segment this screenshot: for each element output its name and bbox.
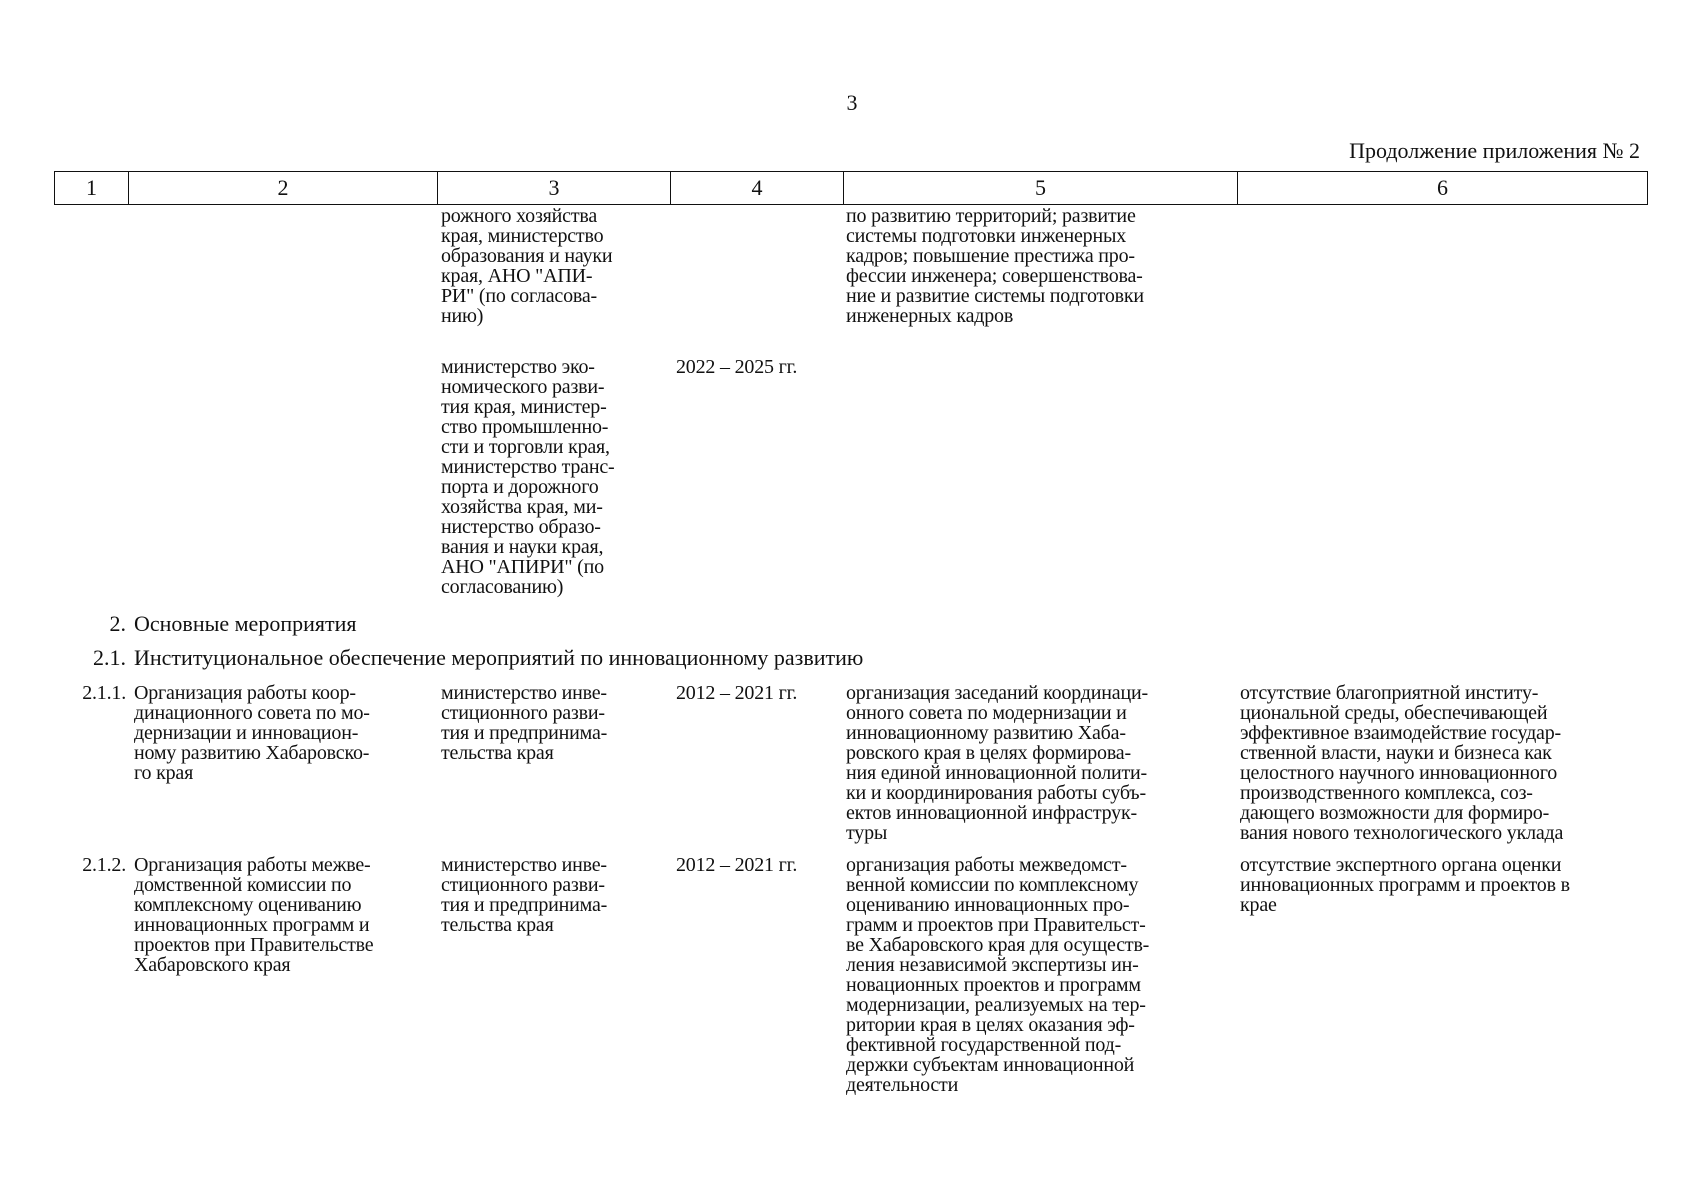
carry-over-result-a: по развитию территорий; развитие системы подготовки инженерных кадров; повышение престижа про- фессии инженера; совершенствова- ние и развитие системы подготовки инженерных кадров [846, 205, 1144, 327]
section-title-2: Основные мероприятия [134, 611, 357, 636]
row-result: организация работы межведомст- венной комиссии по комплексному оцениванию инновационных про- грамм и проектов при Правительст- ве Хабаровского края для осуществ- ления независимой экспертизы ин- новационных проектов и программ модернизации, реализуемых на тер- ритории края в целях оказания эф- фективной государственной под- держки субъектам инновационной деятельности [846, 854, 1150, 1096]
section-number-2: 2. [109, 611, 126, 636]
appendix-continuation: Продолжение приложения № 2 [1349, 138, 1640, 163]
header-col-6: 6 [1437, 175, 1448, 200]
header-col-2: 2 [129, 172, 438, 204]
header-col-5: 5 [844, 172, 1238, 204]
carry-over-period-b: 2022 – 2025 гг. [676, 356, 798, 378]
row-executor: министерство инве- стиционного разви- тия и предпринима- тельства края [441, 682, 608, 764]
row-executor: министерство инве- стиционного разви- тия и предпринима- тельства края [441, 854, 608, 936]
carry-over-executor-a: рожного хозяйства края, министерство образования и науки края, АНО "АПИ- РИ" (по согласова- нию) [441, 205, 613, 327]
row-period: 2012 – 2021 гг. [676, 854, 798, 876]
row-name: Организация работы межве- домственной комиссии по комплексному оцениванию инновационных программ и проектов при Правительстве Хабаровского края [134, 854, 374, 976]
page-number: 3 [846, 90, 858, 115]
header-col-3: 3 [438, 172, 671, 204]
row-period: 2012 – 2021 гг. [676, 682, 798, 704]
carry-over-executor-b: министерство эко- номического разви- тия края, министер- ство промышленно- сти и торговли края, министерство транс- порта и дорожного хозяйства края, ми- нистерство образо- вания и науки края, АНО "АПИРИ" (по согласованию) [441, 356, 615, 598]
row-consequence: отсутствие экспертного органа оценки инновационных программ и проектов в крае [1240, 854, 1570, 916]
row-number: 2.1.1. [82, 682, 126, 704]
row-consequence: отсутствие благоприятной институ- циональной среды, обеспечивающей эффективное взаимодействие государ- ственной власти, науки и бизнеса как целостного научного инновационного производственного комплекса, соз- дающего возможности для формиро- вания нового технологического уклада [1240, 682, 1564, 844]
table-header-row [54, 171, 1648, 205]
section-title-2-1: Институциональное обеспечение мероприятий по инновационному развитию [134, 645, 864, 670]
section-number-2-1: 2.1. [93, 645, 126, 670]
row-name: Организация работы коор- динационного совета по мо- дернизации и инновацион- ному развитию Хабаровско- го края [134, 682, 370, 784]
header-col-1: 1 [55, 172, 129, 204]
row-result: организация заседаний координаци- онного совета по модернизации и инновационному развитию Хаба- ровского края в целях формирова- ния единой инновационной полити- ки и координирования работы субъ- ектов инновационной инфраструк- туры [846, 682, 1148, 844]
header-col-4: 4 [671, 172, 844, 204]
row-number: 2.1.2. [82, 854, 126, 876]
